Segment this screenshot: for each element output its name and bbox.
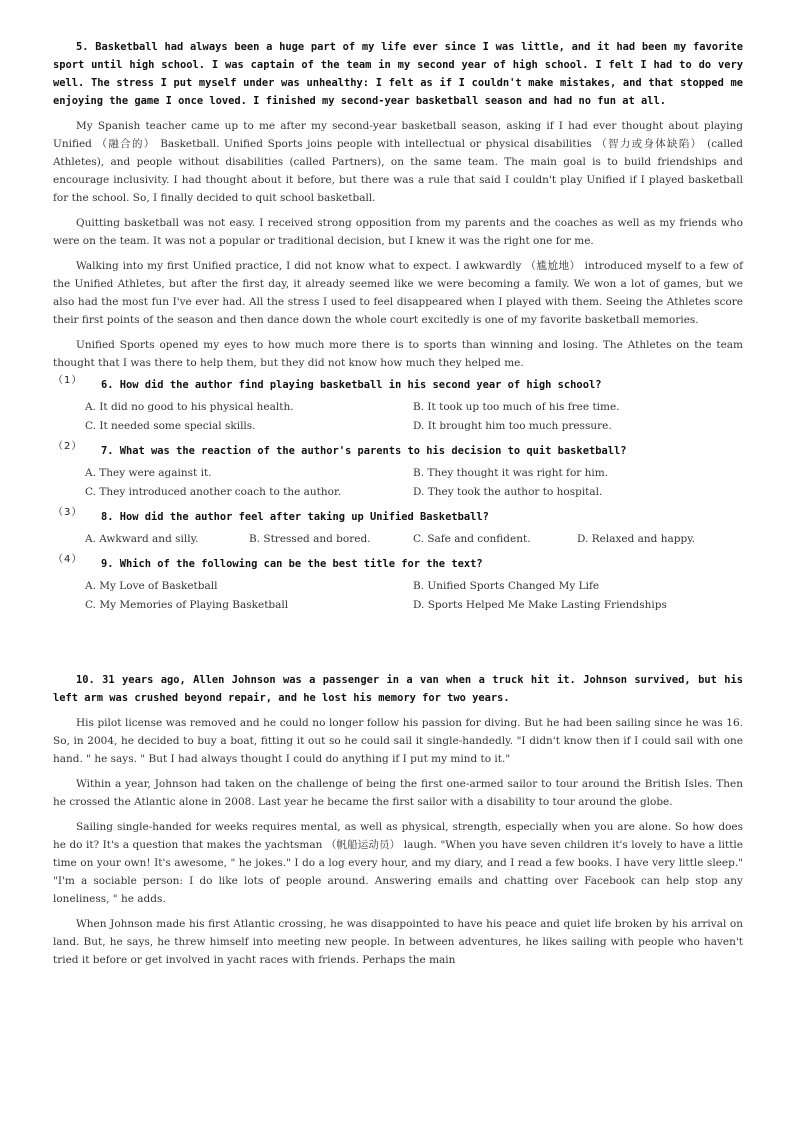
passage-10-paragraph: When Johnson made his first Atlantic crossing, he was disappointed to have his peace and quiet life broken by his arrival on land. But, he says, he threw himself into meeting new people. In between adventures, he likes sailing with people who haven't tried it before or get involved in yacht races with friends. Perhaps the main bbox=[53, 918, 743, 966]
question-6-options bbox=[53, 398, 743, 436]
question-7 bbox=[53, 442, 743, 460]
passage-5-paragraph: Quitting basketball was not easy. I received strong opposition from my parents and the coaches as well as my friends who were on the team. It was not a popular or traditional decision, but I knew it was the right one for me. bbox=[53, 217, 743, 247]
option-d[interactable]: D. It brought him too much pressure. bbox=[413, 420, 612, 432]
question-8-options bbox=[53, 530, 743, 549]
question-9-options bbox=[53, 577, 743, 615]
option-d[interactable]: D. They took the author to hospital. bbox=[413, 486, 603, 498]
passage-5-paragraph: Unified Sports opened my eyes to how much more there is to sports than winning and losing. The Athletes on the team thought that I was there to help them, but they did not know how much they helped me. bbox=[53, 339, 743, 369]
option-b[interactable]: B. It took up too much of his free time. bbox=[413, 401, 620, 413]
option-a[interactable]: A. They were against it. bbox=[85, 467, 212, 479]
option-b[interactable]: B. Unified Sports Changed My Life bbox=[413, 580, 600, 592]
option-c[interactable]: C. It needed some special skills. bbox=[85, 420, 256, 432]
option-d[interactable]: D. Relaxed and happy. bbox=[577, 533, 696, 545]
section-gap bbox=[53, 621, 743, 671]
passage-5-intro: 5. Basketball had always been a huge part of my life ever since I was little, and it had been my favorite sport until high school. I was captain of the team in my second year of high school. I felt I had to do very well. The stress I put myself under was unhealthy: I felt as if I couldn't make mistakes, and that stopped me enjoying the game I once loved. I finished my second-year basketball season and had no fun at all. bbox=[53, 41, 743, 107]
passage-10-paragraph: His pilot license was removed and he could no longer follow his passion for diving. But he had been sailing since he was 16. So, in 2004, he decided to buy a boat, fitting it out so he could sail it single-handedly. "I didn't know then if I could sail with one hand. " he says. " But I had always thought I could do anything if I put my mind to it." bbox=[53, 717, 743, 765]
question-text: 8. How did the author feel after taking up Unified Basketball? bbox=[101, 511, 489, 523]
question-number-label: （1） bbox=[53, 375, 83, 386]
option-b[interactable]: B. Stressed and bored. bbox=[249, 533, 371, 545]
passage-10-paragraph: Within a year, Johnson had taken on the challenge of being the first one-armed sailor to tour around the British Isles. Then he crossed the Atlantic alone in 2008. Last year he became the first sailor with a disability to tour around the globe. bbox=[53, 778, 743, 808]
question-number-label: （3） bbox=[53, 507, 83, 518]
question-number-label: （2） bbox=[53, 441, 83, 452]
question-text: 9. Which of the following can be the best title for the text? bbox=[101, 558, 483, 570]
question-text: 6. How did the author find playing basketball in his second year of high school? bbox=[101, 379, 602, 391]
question-7-options bbox=[53, 464, 743, 502]
option-a[interactable]: A. It did no good to his physical health. bbox=[85, 401, 294, 413]
option-c[interactable]: C. Safe and confident. bbox=[413, 533, 531, 545]
passage-10-paragraph: Sailing single-handed for weeks requires mental, as well as physical, strength, especially when you are alone. So how does he do it? It's a question that makes the yachtsman （帆船运动员） laugh. "When you have seven children it's lovely to have a little time on your own! It's awesome, " he jokes." I do a log every hour, and my diary, and I read a few books. I have very little sleep." "I'm a sociable person: I do like lots of people around. Answering emails and chatting over Facebook can help stop any loneliness, " he adds. bbox=[53, 821, 743, 905]
option-c[interactable]: C. They introduced another coach to the author. bbox=[85, 486, 342, 498]
question-8 bbox=[53, 508, 743, 526]
question-9 bbox=[53, 555, 743, 573]
passage-10-intro: 10. 31 years ago, Allen Johnson was a passenger in a van when a truck hit it. Johnson survived, but his left arm was crushed beyond repair, and he lost his memory for two years. bbox=[53, 674, 743, 704]
exam-page bbox=[53, 38, 743, 976]
option-a[interactable]: A. My Love of Basketball bbox=[85, 580, 218, 592]
option-c[interactable]: C. My Memories of Playing Basketball bbox=[85, 599, 289, 611]
option-d[interactable]: D. Sports Helped Me Make Lasting Friendships bbox=[413, 599, 667, 611]
question-number-label: （4） bbox=[53, 554, 83, 565]
option-b[interactable]: B. They thought it was right for him. bbox=[413, 467, 609, 479]
question-6 bbox=[53, 376, 743, 394]
passage-5-paragraph: My Spanish teacher came up to me after my second-year basketball season, asking if I had ever thought about playing Unified （融合的） Basketball. Unified Sports joins people with intellectual or physical disabilities （智力或身体缺陷） (called Athletes), and people without disabilities (called Partners), on the same team. The main goal is to build friendships and encourage inclusivity. I had thought about it before, but there was a rule that said I couldn't play Unified if I played basketball for the school. So, I finally decided to quit school basketball. bbox=[53, 120, 743, 204]
passage-5-paragraph: Walking into my first Unified practice, I did not know what to expect. I awkwardly （尴尬地） introduced myself to a few of the Unified Athletes, but after the first day, it already seemed like we were becoming a family. We won a lot of games, but we also had the most fun I've ever had. All the stress I used to feel disappeared when I played with them. Seeing the Athletes score their first points of the season and then dance down the whole court excitedly is one of my favorite basketball memories. bbox=[53, 260, 743, 326]
question-text: 7. What was the reaction of the author's parents to his decision to quit basketball? bbox=[101, 445, 627, 457]
option-a[interactable]: A. Awkward and silly. bbox=[85, 533, 199, 545]
